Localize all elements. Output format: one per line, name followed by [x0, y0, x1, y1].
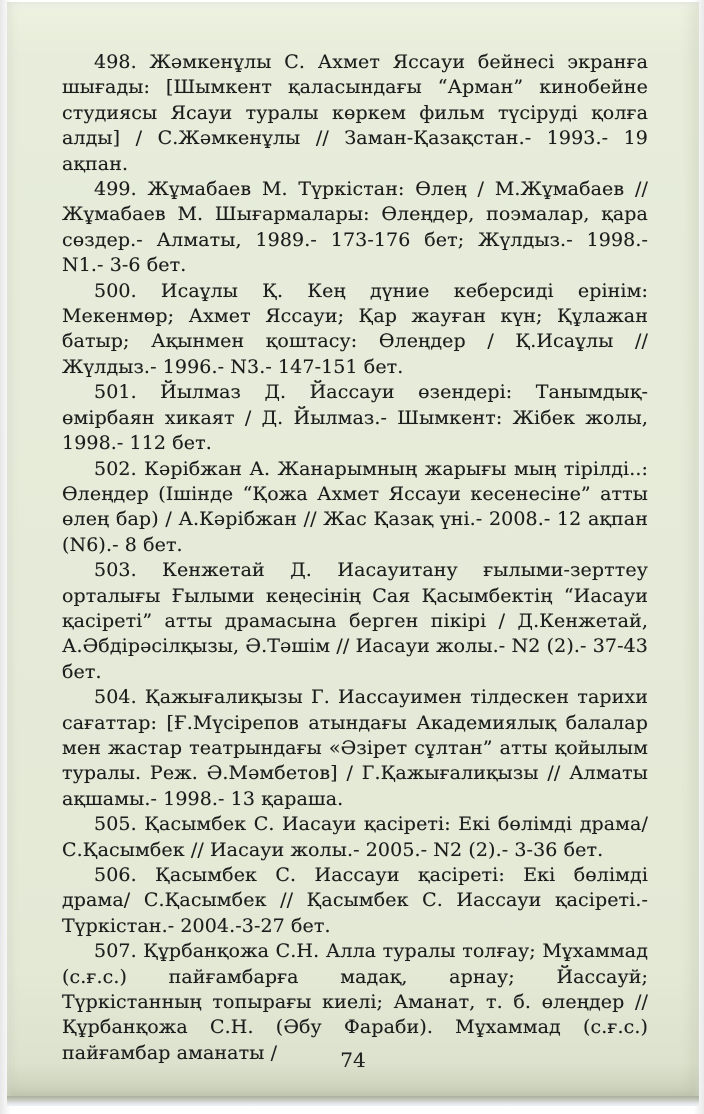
bibliography-entry-500: 500. Исаұлы Қ. Кең дүние кеберсиді ерінім: Мекенмөр; Ахмет Яссауи; Қар жауған күн; Құлажан батыр; Ақынмен қоштасу: Өлеңдер / Қ.Исаұлы // Жүлдыз.- 1996.- N3.- 147-151 бет.	[62, 279, 648, 378]
bibliography-list	[62, 50, 648, 1066]
bibliography-entry-505: 505. Қасымбек С. Иасауи қасіреті: Екі бөлімді драма/ С.Қасымбек // Иасауи жолы.- 2005.- N2 (2).- 3-36 бет.	[62, 813, 648, 861]
page-number: 74	[340, 1048, 366, 1072]
bibliography-entry-504: 504. Қажығалиқызы Г. Иассауимен тілдескен тарихи сағаттар: [Ғ.Мүсірепов атындағы Академиялық балалар мен жастар театрындағы «Әзірет сұлтан” атты қойылым туралы. Реж. Ә.Мәмбетов] / Г.Қажығалиқызы // Алматы ақшамы.- 1998.- 13 қараша.	[62, 686, 648, 810]
bibliography-entry-502: 502. Кәрібжан А. Жанарымның жарығы мың тірілді..: Өлеңдер (Ішінде “Қожа Ахмет Яссауи кесенесіне” атты өлең бар) / А.Кәрібжан // Жас Қазақ үні.- 2008.- 12 ақпан (N6).- 8 бет.	[62, 457, 648, 556]
bibliography-entry-507: 507. Құрбанқожа С.Н. Алла туралы толғау; Мұхаммад (с.ғ.с.) пайғамбарға мадақ, арнау; Йассауй; Түркістанның топырағы киелі; Аманат, т. б. өлеңдер // Құрбанқожа С.Н. (Әбу Фараби). Мұхаммад (с.ғ.с.) пайғамбар аманаты /	[62, 940, 648, 1064]
bibliography-entry-498: 498. Жәмкенұлы С. Ахмет Яссауи бейнесі экранға шығады: [Шымкент қаласындағы “Арман” кинобейне студиясы Ясауи туралы көркем фильм түсіруді қолға алды] / С.Жәмкенұлы // Заман-Қазақстан.- 1993.- 19 ақпан.	[62, 51, 648, 175]
bibliography-entry-506: 506. Қасымбек С. Иассауи қасіреті: Екі бөлімді драма/ С.Қасымбек // Қасымбек С. Иассауи қасіреті.- Түркістан.- 2004.-3-27 бет.	[62, 864, 648, 937]
bibliography-entry-499: 499. Жұмабаев М. Түркістан: Өлең / М.Жұмабаев // Жұмабаев М. Шығармалары: Өлеңдер, поэмалар, қара сөздер.- Алматы, 1989.- 173-176 бет; Жүлдыз.- 1998.- N1.- 3-6 бет.	[62, 178, 648, 277]
bibliography-entry-501: 501. Йылмаз Д. Йассауи өзендері: Танымдық-өмірбаян хикаят / Д. Йылмаз.- Шымкент: Жібек жолы, 1998.- 112 бет.	[62, 381, 648, 455]
paper-surface	[7, 2, 699, 1096]
bibliography-entry-503: 503. Кенжетай Д. Иасауитану ғылыми-зерттеу орталығы Ғылыми кеңесінің Сая Қасымбектің “Иасауи қасіреті” атты драмасына берген пікірі / Д.Кенжетай, А.Әбдірәсілқызы, Ә.Тәшім // Иасауи жолы.- N2 (2).- 37-43 бет.	[62, 559, 648, 683]
page-bottom-edge	[7, 1096, 699, 1106]
